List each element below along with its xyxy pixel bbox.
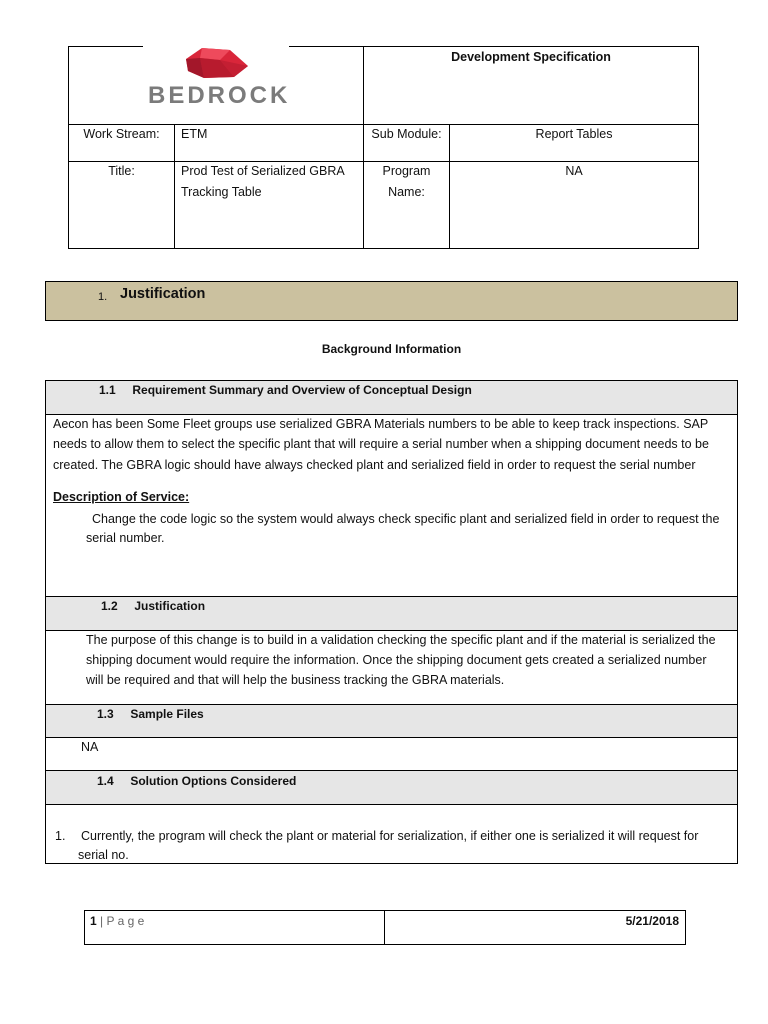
program-label-line1: Program [382,164,431,178]
s11-heading: 1.1 Requirement Summary and Overview of Conceptual Design [99,383,472,397]
table-bottom-border [45,863,738,864]
header-row-divider-2 [68,161,699,162]
header-col-divider-1 [174,124,175,249]
s14-item-line-1: Currently, the program will check the plant or material for serialization, if either one is serialized it will request for [81,829,699,843]
title-value-line1: Prod Test of Serialized GBRA [181,164,345,178]
s13-row-divider [45,737,738,738]
s14-row-divider [45,804,738,805]
work-stream-value: ETM [181,127,208,141]
footer-page-label: | P a g e [100,914,145,928]
s13-heading: 1.3 Sample Files [97,707,204,721]
header-mid-border [363,46,364,249]
s12-row-divider [45,630,738,631]
s11-row-divider [45,414,738,415]
logo-text: BEDROCK [148,82,291,109]
s12-line-3: will be required and that will help the business tracking the GBRA materials. [86,673,505,687]
header-bottom-border [68,248,699,249]
doc-title: Development Specification [451,50,611,64]
s12-line-1: The purpose of this change is to build in a validation checking the specific plant and if the material is serialized the [86,633,716,647]
work-stream-label: Work Stream: [83,127,160,141]
s11-line-1: Aecon has been Some Fleet groups use serialized GBRA Materials numbers to be able to keep track inspections. SAP [53,417,709,431]
s11-desc-line-1: Change the code logic so the system would always check specific plant and serialized field in order to request the [92,512,720,526]
section-1-number: 1. [98,291,108,303]
s12-heading: 1.2 Justification [101,599,206,613]
s13-value: NA [81,740,99,754]
section-1-title: Justification [120,286,206,302]
bedrock-logo-rock-icon [180,45,252,81]
footer-table [84,910,686,945]
s11-line-3: created. The GBRA logic should have always checked plant and serialized field in order to request the serial number [53,458,696,472]
sub-module-value: Report Tables [535,127,613,141]
title-value-line2: Tracking Table [181,185,262,199]
program-value: NA [565,164,583,178]
header-top-border-left [68,46,143,47]
footer-page-number: 1 [90,914,97,928]
sub-module-label: Sub Module: [371,127,442,141]
background-info-heading: Background Information [321,342,462,356]
table-right-border [737,380,738,864]
header-row-divider-1 [68,124,699,125]
s14-item-number: 1. [55,829,66,843]
header-left-border [68,46,69,249]
header-right-border [698,46,699,249]
s14-item-line-2: serial no. [78,848,129,862]
footer-page-info [90,913,144,929]
s14-heading: 1.4 Solution Options Considered [97,774,297,788]
description-of-service-label: Description of Service: [53,490,190,504]
s12-line-2: shipping document would require the information. Once the shipping document gets created a serialized number [86,653,707,667]
header-col-divider-2 [449,124,450,249]
title-label: Title: [108,164,135,178]
footer-divider [384,911,385,944]
program-label-line2: Name: [388,185,425,199]
s11-desc-line-2: serial number. [86,531,165,545]
s11-line-2: needs to allow them to select the specific plant that will require a serial number when a shipping document needs to be [53,437,709,451]
header-top-border-right [289,46,699,47]
footer-date: 5/21/2018 [625,914,679,928]
section-1-bar [45,281,738,321]
